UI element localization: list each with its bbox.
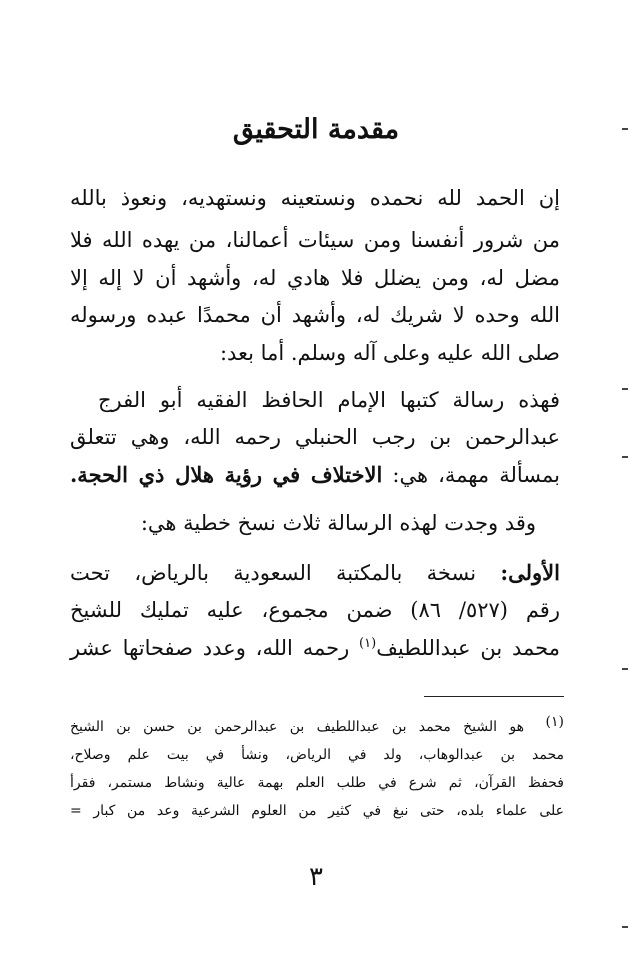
paragraph-4-label: الأولى: [500, 560, 560, 585]
footnote-line-2: محمد بن عبدالوهاب، ولد في الرياض، ونشأ في بيت علم وصلاح، [70, 747, 564, 763]
footnote-line-1: هو الشيخ محمد بن عبداللطيف بن عبدالرحمن بن حسن بن الشيخ [70, 719, 524, 735]
paragraph-4-line-1-text: نسخة بالمكتبة السعودية بالرياض، تحت [70, 561, 501, 585]
scan-edge-mark [622, 456, 628, 458]
scan-edge-mark [622, 128, 628, 130]
paragraph-4-line-3-prefix: محمد بن عبداللطيف [376, 636, 560, 660]
paragraph-2-highlight: الاختلاف في رؤية هلال ذي الحجة. [70, 462, 383, 487]
footnote-reference: (١) [359, 636, 377, 651]
paragraph-1-line-1: إن الحمد لله نحمده ونستعينه ونستهديه، ونعوذ بالله [70, 186, 560, 210]
paragraph-4-line-3 [70, 630, 560, 666]
paragraph-1-line-5: صلى الله عليه وعلى آله وسلم. أما بعد: [219, 341, 560, 365]
scan-edge-mark [622, 926, 628, 928]
paragraph-1-line-4: الله وحده لا شريك له، وأشهد أن محمدًا عبده ورسوله [70, 303, 560, 327]
page-title: مقدمة التحقيق [232, 114, 400, 145]
footnote-divider [424, 696, 564, 697]
paragraph-2-line-2: عبدالرحمن بن رجب الحنبلي رحمه الله، وهي تتعلق [70, 425, 560, 449]
paragraph-1-line-2: من شرور أنفسنا ومن سيئات أعمالنا، من يهده الله فلا [70, 228, 560, 252]
paragraph-4-line-1 [70, 555, 560, 591]
paragraph-4-line-2: رقم (٥٢٧/ ٨٦) ضمن مجموع، عليه تمليك للشيخ [70, 598, 560, 622]
scan-edge-mark [622, 668, 628, 670]
paragraph-3: وقد وجدت لهذه الرسالة ثلاث نسخ خطية هي: [140, 511, 536, 535]
paragraph-2-line-3-text: بمسألة مهمة، هي: [382, 463, 560, 487]
footnote-line-3: فحفظ القرآن، ثم شرع في طلب العلم بهمة عالية ونشاط مستمر، فقرأ [70, 775, 564, 791]
paragraph-2-line-1: فهذه رسالة كتبها الإمام الحافظ الفقيه أبو الفرج [98, 388, 560, 412]
footnote-line-4: على علماء بلده، حتى نبغ في كثير من العلوم الشرعية وعد من كبار = [70, 803, 564, 819]
page-number: ٣ [309, 862, 323, 892]
paragraph-2-line-3 [70, 457, 560, 493]
footnote-marker: (١) [545, 714, 564, 730]
paragraph-1-line-3: مضل له، ومن يضلل فلا هادي له، وأشهد أن لا إله إلا [70, 266, 560, 290]
paragraph-4-line-3-suffix: رحمه الله، وعدد صفحاتها عشر [70, 636, 360, 660]
scan-edge-mark [622, 388, 628, 390]
